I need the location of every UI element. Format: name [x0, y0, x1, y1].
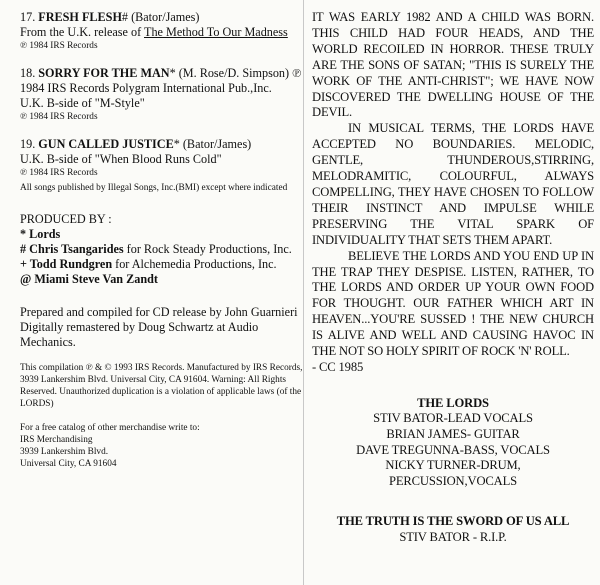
band-member: DAVE TREGUNNA-BASS, VOCALS — [356, 442, 550, 457]
band-member: BRIAN JAMES- GUITAR — [386, 427, 520, 442]
track-17 — [20, 10, 303, 52]
compiled-by: Prepared and compiled for CD release by John Guarnieri — [20, 305, 298, 319]
legal-fine-print: This compilation ℗ & © 1993 IRS Records. Manufactured by IRS Records, 3939 Lankershim Blvd. Universal City, CA 91604. Warning: All Rights Reserved. Unauthorized duplication is a violation of applicable laws (of the LORDS) — [20, 363, 303, 409]
track-number: 18. — [20, 66, 36, 80]
producer-name: Miami Steve Van Zandt — [34, 272, 158, 286]
producer-row: @ Miami Steve Van Zandt — [20, 272, 158, 286]
producer-row: # Chris Tsangarides for Rock Steady Productions, Inc. — [20, 242, 292, 256]
track-release-note: U.K. B-side of "When Blood Runs Cold" — [20, 152, 222, 166]
closing-motto — [312, 514, 594, 545]
remastered-by: Digitally remastered by Doug Schwartz at Audio Mechanics. — [20, 320, 259, 349]
liner-notes-text — [312, 10, 594, 376]
producer-mark: * — [169, 66, 176, 80]
track-writers: (M. Rose/D. Simpson) ℗ 1984 IRS Records Polygram International Pub.,Inc. — [20, 66, 302, 95]
band-lineup — [312, 396, 594, 490]
liner-paragraph: BELIEVE THE LORDS AND YOU END UP IN THE TRAP THEY DESPISE. LISTEN, RATHER, TO THE LORDS AND ORDER UP YOUR OWN FOOD FOR THOUGHT. OUR FATHER WHICH ART IN HEAVEN...YOU'RE SUSSED ! THE NEW CHURCH IS ALIVE AND WELL AND CAUSING HAVOC IN THE NOT SO HOLY SPIRIT OF ROCK 'N' ROLL. — [312, 248, 594, 359]
track-18 — [20, 66, 303, 123]
band-member: STIV BATOR-LEAD VOCALS — [373, 411, 533, 426]
producer-mark: * — [173, 137, 180, 151]
motto-text: THE TRUTH IS THE SWORD OF US ALL — [336, 514, 570, 529]
track-title: SORRY FOR THE MAN — [38, 66, 170, 80]
track-release-note: U.K. B-side of "M-Style" — [20, 96, 145, 110]
track-copyright: ℗ 1984 IRS Records — [20, 168, 98, 178]
producer-name: Todd Rundgren — [29, 257, 113, 271]
catalog-address — [20, 422, 303, 470]
track-number: 17. — [20, 10, 36, 24]
track-release-note: From the U.K. release of The Method To Our Madness — [20, 25, 288, 39]
catalog-line: For a free catalog of other merchandise write to: — [20, 423, 200, 433]
liner-paragraph: IN MUSICAL TERMS, THE LORDS HAVE ACCEPTED NO BOUNDARIES. MELODIC, GENTLE, THUNDEROUS,STIRRING, MELODRAMITIC, COLOURFUL, ALWAYS COMPELLING, THEY HAVE CHOSEN TO FOLLOW THEIR INSTINCT AND IMPULSE WHILE PRESERVING THE VITAL SPARK OF INDIVIDUALITY THAT SETS THEM APART. — [312, 121, 594, 247]
column-divider — [303, 0, 304, 585]
dedication: STIV BATOR - R.I.P. — [399, 530, 507, 544]
producer-name: Lords — [29, 227, 61, 241]
track-writers: (Bator/James) — [179, 137, 252, 151]
publishing-note: All songs published by Illegal Songs, Inc.(BMI) except where indicated — [20, 183, 288, 193]
compilation-credits — [20, 305, 303, 350]
track-credits-column — [20, 10, 303, 470]
producers-section — [20, 212, 303, 287]
producer-name: Chris Tsangarides — [29, 242, 124, 256]
track-number: 19. — [20, 137, 36, 151]
track-copyright: ℗ 1984 IRS Records — [20, 41, 98, 51]
band-member: PERCUSSION,VOCALS — [389, 473, 517, 488]
liner-signature: - CC 1985 — [312, 359, 364, 374]
catalog-line: 3939 Lankershim Blvd. — [20, 447, 109, 457]
producer-row: * Lords — [20, 227, 61, 241]
liner-notes-column — [312, 10, 594, 546]
track-19 — [20, 137, 303, 179]
track-writers: (Bator/James) — [128, 10, 200, 24]
producer-mark: # — [121, 10, 129, 24]
track-copyright: ℗ 1984 IRS Records — [20, 112, 98, 122]
catalog-line: Universal City, CA 91604 — [20, 459, 117, 469]
band-member: NICKY TURNER-DRUM, — [385, 458, 521, 473]
album-title: The Method To Our Madness — [144, 25, 288, 39]
track-title: GUN CALLED JUSTICE — [38, 137, 174, 151]
band-heading: THE LORDS — [417, 395, 489, 410]
catalog-line: IRS Merchandising — [20, 435, 93, 445]
producer-row: + Todd Rundgren for Alchemedia Productions, Inc. — [20, 257, 277, 271]
producers-heading: PRODUCED BY : — [20, 212, 112, 226]
track-title: FRESH FLESH — [38, 10, 122, 24]
liner-paragraph: IT WAS EARLY 1982 AND A CHILD WAS BORN. THIS CHILD HAD FOUR HEADS, AND THE WORLD RECOILED IN HORROR. THESE TRULY ARE THE SONS OF SATAN; "THIS IS SURELY THE WORK OF THE ANTI-CHRIST"; WE HAVE NOW DISCOVERED THE DWELLING HOUSE OF THE DEVIL. — [312, 10, 594, 120]
